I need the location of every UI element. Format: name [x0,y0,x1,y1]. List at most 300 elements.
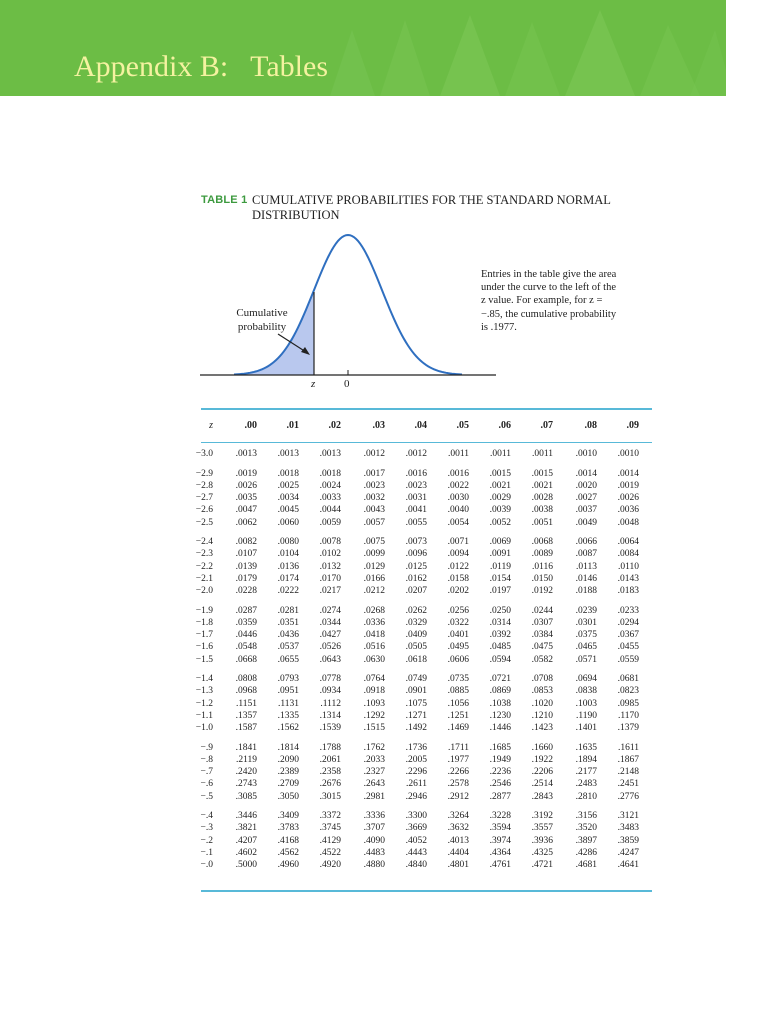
row-z-value: −2.2 [195,561,213,572]
probability-cell: .0048 [617,517,639,528]
probability-cell: .0015 [531,468,553,479]
probability-cell: .0516 [363,642,385,653]
probability-cell: .0047 [235,505,257,516]
table-caption: CUMULATIVE PROBABILITIES FOR THE STANDARD NORMAL DISTRIBUTION [252,193,611,222]
probability-cell: .0694 [575,674,597,685]
probability-cell: .1335 [277,710,299,721]
probability-cell: .0143 [617,573,639,584]
probability-cell: .0217 [319,586,341,596]
probability-cell: .0174 [277,573,299,584]
probability-cell: .0146 [575,573,597,584]
probability-cell: .4247 [617,847,639,858]
z-axis-label: z [311,378,316,390]
probability-cell: .0307 [531,617,553,628]
probability-cell: .0054 [447,517,469,528]
probability-cell: .3121 [617,811,639,822]
probability-cell: .0721 [489,674,511,685]
probability-cell: .0104 [277,549,299,560]
probability-cell: .1292 [363,710,385,721]
column-header: .08 [584,420,597,431]
probability-cell: .1075 [405,698,427,709]
probability-cell: .0281 [277,605,299,616]
probability-cell: .4920 [319,860,341,870]
probability-cell: .0122 [447,561,469,572]
probability-cell: .0262 [405,605,427,616]
probability-cell: .0162 [405,573,427,584]
probability-cell: .0823 [617,686,639,697]
probability-cell: .0060 [277,517,299,528]
probability-cell: .2611 [405,779,427,790]
probability-cell: .0885 [447,686,469,697]
probability-cell: .2676 [319,779,341,790]
probability-cell: .3783 [277,823,299,834]
row-z-value: −1.0 [195,723,213,733]
probability-cell: .1357 [235,710,257,721]
probability-cell: .0630 [363,654,385,665]
probability-cell: .1038 [489,698,511,709]
row-z-value: −1.8 [195,617,213,628]
row-z-value: −1.3 [195,686,213,697]
probability-cell: .1515 [363,723,385,733]
probability-cell: .0681 [617,674,639,685]
probability-cell: .0018 [277,468,299,479]
probability-cell: .0212 [363,586,385,596]
probability-cell: .0013 [235,449,257,459]
probability-cell: .0078 [319,537,341,548]
column-header: .06 [498,420,511,431]
probability-cell: .0015 [489,468,511,479]
probability-cell: .1190 [575,710,597,721]
probability-cell: .1020 [531,698,553,709]
column-header-z: z [209,420,213,431]
probability-cell: .4168 [277,835,299,846]
probability-cell: .2005 [405,754,427,765]
probability-cell: .2358 [319,767,341,778]
row-z-value: −2.7 [195,493,213,504]
column-header: .00 [244,420,257,431]
probability-cell: .0154 [489,573,511,584]
probability-cell: .2420 [235,767,257,778]
probability-cell: .0010 [617,449,639,459]
probability-cell: .0505 [405,642,427,653]
probability-cell: .0668 [235,654,257,665]
table-header-rule [201,442,652,443]
row-z-value: −2.5 [195,517,213,528]
probability-cell: .0026 [617,493,639,504]
probability-cell: .0351 [277,617,299,628]
probability-cell: .4129 [319,835,341,846]
probability-cell: .2877 [489,791,511,802]
probability-cell: .0250 [489,605,511,616]
probability-cell: .0013 [319,449,341,459]
probability-cell: .0113 [575,561,597,572]
probability-cell: .0049 [575,517,597,528]
probability-cell: .0256 [447,605,469,616]
probability-cell: .3446 [235,811,257,822]
probability-cell: .1251 [447,710,469,721]
probability-cell: .0066 [575,537,597,548]
normal-curve [234,235,462,374]
probability-cell: .0233 [617,605,639,616]
probability-cell: .0021 [531,480,553,491]
probability-cell: .0764 [363,674,385,685]
appendix-banner [0,0,726,96]
probability-cell: .4960 [277,860,299,870]
probability-cell: .4325 [531,847,553,858]
probability-cell: .2546 [489,779,511,790]
probability-cell: .0059 [319,517,341,528]
probability-cell: .0934 [319,686,341,697]
probability-cell: .0655 [277,654,299,665]
probability-cell: .3228 [489,811,511,822]
probability-cell: .0019 [617,480,639,491]
probability-cell: .2912 [447,791,469,802]
probability-cell: .4090 [363,835,385,846]
probability-cell: .0082 [235,537,257,548]
probability-cell: .0139 [235,561,257,572]
probability-cell: .0708 [531,674,553,685]
probability-cell: .0027 [575,493,597,504]
probability-cell: .0129 [363,561,385,572]
probability-cell: .1539 [319,723,341,733]
probability-cell: .0268 [363,605,385,616]
probability-cell: .0571 [575,654,597,665]
probability-cell: .4013 [447,835,469,846]
probability-cell: .0436 [277,630,299,641]
probability-cell: .1379 [617,723,639,733]
probability-cell: .0918 [363,686,385,697]
probability-cell: .0735 [447,674,469,685]
probability-cell: .0084 [617,549,639,560]
probability-cell: .4880 [363,860,385,870]
probability-cell: .0985 [617,698,639,709]
normal-curve-figure [200,228,500,403]
probability-cell: .1867 [617,754,639,765]
probability-cell: .0024 [319,480,341,491]
probability-cell: .0951 [277,686,299,697]
probability-cell: .0793 [277,674,299,685]
probability-cell: .3300 [405,811,427,822]
probability-cell: .1922 [531,754,553,765]
column-header: .05 [456,420,469,431]
probability-cell: .0384 [531,630,553,641]
probability-cell: .0016 [405,468,427,479]
probability-cell: .4483 [363,847,385,858]
probability-cell: .2206 [531,767,553,778]
probability-cell: .4761 [489,860,511,870]
row-z-value: −.0 [200,860,213,870]
probability-cell: .0183 [617,586,639,596]
row-z-value: −1.7 [195,630,213,641]
probability-cell: .1587 [235,723,257,733]
probability-cell: .3669 [405,823,427,834]
probability-cell: .4404 [447,847,469,858]
probability-cell: .0158 [447,573,469,584]
probability-cell: .0228 [235,586,257,596]
probability-cell: .0606 [447,654,469,665]
probability-cell: .4721 [531,860,553,870]
probability-cell: .0075 [363,537,385,548]
column-header: .09 [626,420,639,431]
probability-cell: .0071 [447,537,469,548]
probability-cell: .1788 [319,742,341,753]
probability-cell: .0016 [447,468,469,479]
probability-cell: .0014 [575,468,597,479]
probability-cell: .0322 [447,617,469,628]
probability-cell: .0096 [405,549,427,560]
table-explanation-note: Entries in the table give the area under the curve to the left of the z value. For example, for z = −.85, the cumulative probability is .1977. [481,269,617,333]
row-z-value: −2.6 [195,505,213,516]
probability-cell: .3745 [319,823,341,834]
cumulative-probability-label: Cumulative probability [236,307,288,333]
probability-cell: .1151 [235,698,257,709]
column-header: .04 [414,420,427,431]
probability-cell: .2451 [617,779,639,790]
probability-cell: .0017 [363,468,385,479]
probability-cell: .3050 [277,791,299,802]
probability-cell: .0023 [363,480,385,491]
probability-cell: .4801 [447,860,469,870]
probability-cell: .0052 [489,517,511,528]
probability-cell: .0068 [531,537,553,548]
row-z-value: −.9 [200,742,213,753]
probability-cell: .0073 [405,537,427,548]
probability-cell: .3264 [447,811,469,822]
probability-cell: .1685 [489,742,511,753]
probability-cell: .2061 [319,754,341,765]
probability-cell: .0485 [489,642,511,653]
row-z-value: −.4 [200,811,213,822]
probability-cell: .0051 [531,517,553,528]
probability-cell: .0080 [277,537,299,548]
probability-cell: .3156 [575,811,597,822]
probability-cell: .0012 [405,449,427,459]
probability-cell: .2643 [363,779,385,790]
probability-cell: .0013 [277,449,299,459]
probability-cell: .0559 [617,654,639,665]
row-z-value: −.1 [200,847,213,858]
probability-cell: .0749 [405,674,427,685]
probability-cell: .1562 [277,723,299,733]
probability-cell: .0029 [489,493,511,504]
row-z-value: −.7 [200,767,213,778]
probability-cell: .2709 [277,779,299,790]
probability-cell: .0021 [489,480,511,491]
probability-cell: .0367 [617,630,639,641]
probability-cell: .1469 [447,723,469,733]
probability-cell: .5000 [235,860,257,870]
probability-cell: .4443 [405,847,427,858]
probability-cell: .0057 [363,517,385,528]
row-z-value: −1.1 [195,710,213,721]
probability-cell: .2578 [447,779,469,790]
probability-cell: .1170 [617,710,639,721]
probability-cell: .0287 [235,605,257,616]
probability-cell: .1762 [363,742,385,753]
probability-cell: .0064 [617,537,639,548]
probability-cell: .0495 [447,642,469,653]
probability-cell: .0359 [235,617,257,628]
probability-cell: .0392 [489,630,511,641]
probability-cell: .0034 [277,493,299,504]
row-z-value: −.2 [200,835,213,846]
probability-cell: .0011 [531,449,553,459]
probability-cell: .0150 [531,573,553,584]
page-title: Appendix B: Tables [74,50,328,83]
probability-cell: .1056 [447,698,469,709]
probability-cell: .3632 [447,823,469,834]
probability-cell: .3859 [617,835,639,846]
probability-cell: .0427 [319,630,341,641]
probability-cell: .0301 [575,617,597,628]
probability-cell: .3015 [319,791,341,802]
probability-cell: .1894 [575,754,597,765]
probability-cell: .0010 [575,449,597,459]
probability-cell: .1271 [405,710,427,721]
probability-cell: .1977 [447,754,469,765]
probability-cell: .0014 [617,468,639,479]
probability-cell: .3936 [531,835,553,846]
probability-cell: .0025 [277,480,299,491]
probability-cell: .0294 [617,617,639,628]
probability-cell: .0446 [235,630,257,641]
probability-cell: .4052 [405,835,427,846]
column-header: .02 [328,420,341,431]
probability-cell: .1112 [320,698,341,709]
probability-cell: .2177 [575,767,597,778]
probability-cell: .0869 [489,686,511,697]
probability-cell: .2033 [363,754,385,765]
probability-cell: .4641 [617,860,639,870]
probability-cell: .3821 [235,823,257,834]
probability-cell: .4364 [489,847,511,858]
probability-cell: .0035 [235,493,257,504]
probability-cell: .1611 [617,742,639,753]
probability-cell: .3409 [277,811,299,822]
probability-cell: .0094 [447,549,469,560]
probability-cell: .0132 [319,561,341,572]
probability-cell: .0028 [531,493,553,504]
probability-cell: .2946 [405,791,427,802]
probability-cell: .0314 [489,617,511,628]
probability-cell: .0033 [319,493,341,504]
probability-cell: .0018 [319,468,341,479]
probability-cell: .0032 [363,493,385,504]
probability-cell: .0039 [489,505,511,516]
probability-cell: .0336 [363,617,385,628]
probability-cell: .0244 [531,605,553,616]
probability-cell: .4286 [575,847,597,858]
probability-cell: .0853 [531,686,553,697]
probability-cell: .0778 [319,674,341,685]
probability-cell: .0022 [447,480,469,491]
probability-cell: .0031 [405,493,427,504]
table-top-rule [201,408,652,410]
probability-cell: .0192 [531,586,553,596]
probability-cell: .0239 [575,605,597,616]
probability-cell: .0091 [489,549,511,560]
probability-cell: .0012 [363,449,385,459]
probability-cell: .0087 [575,549,597,560]
probability-cell: .1230 [489,710,511,721]
probability-cell: .0026 [235,480,257,491]
probability-cell: .0197 [489,586,511,596]
row-z-value: −2.0 [195,586,213,596]
probability-cell: .0274 [319,605,341,616]
probability-cell: .0030 [447,493,469,504]
probability-cell: .1660 [531,742,553,753]
row-z-value: −1.6 [195,642,213,653]
probability-cell: .0119 [489,561,511,572]
probability-cell: .0166 [363,573,385,584]
probability-cell: .3707 [363,823,385,834]
probability-cell: .1003 [575,698,597,709]
probability-cell: .2843 [531,791,553,802]
row-z-value: −2.4 [195,537,213,548]
probability-cell: .2119 [235,754,257,765]
probability-cell: .1423 [531,723,553,733]
table-bottom-rule [201,890,652,892]
probability-cell: .0207 [405,586,427,596]
row-z-value: −1.9 [195,605,213,616]
probability-cell: .0582 [531,654,553,665]
probability-cell: .0548 [235,642,257,653]
column-header: .07 [540,420,553,431]
probability-cell: .0116 [531,561,553,572]
probability-cell: .0044 [319,505,341,516]
probability-cell: .1711 [447,742,469,753]
probability-cell: .3557 [531,823,553,834]
probability-cell: .0838 [575,686,597,697]
row-z-value: −1.4 [195,674,213,685]
probability-cell: .0475 [531,642,553,653]
probability-cell: .0110 [617,561,639,572]
probability-cell: .0089 [531,549,553,560]
probability-cell: .4562 [277,847,299,858]
probability-cell: .0011 [489,449,511,459]
probability-cell: .2236 [489,767,511,778]
zero-axis-label: 0 [344,378,350,390]
probability-cell: .0526 [319,642,341,653]
row-z-value: −2.9 [195,468,213,479]
probability-cell: .0344 [319,617,341,628]
probability-cell: .0808 [235,674,257,685]
probability-cell: .2776 [617,791,639,802]
probability-cell: .0038 [531,505,553,516]
probability-cell: .3974 [489,835,511,846]
probability-cell: .2090 [277,754,299,765]
probability-cell: .0062 [235,517,257,528]
column-header: .01 [286,420,299,431]
probability-cell: .0618 [405,654,427,665]
probability-cell: .4681 [575,860,597,870]
probability-cell: .3594 [489,823,511,834]
probability-cell: .2296 [405,767,427,778]
column-header: .03 [372,420,385,431]
probability-cell: .0418 [363,630,385,641]
probability-cell: .0329 [405,617,427,628]
probability-cell: .4522 [319,847,341,858]
probability-cell: .2514 [531,779,553,790]
probability-cell: .0179 [235,573,257,584]
probability-cell: .1401 [575,723,597,733]
probability-cell: .0023 [405,480,427,491]
probability-cell: .2810 [575,791,597,802]
row-z-value: −2.1 [195,573,213,584]
probability-cell: .2389 [277,767,299,778]
probability-cell: .0036 [617,505,639,516]
probability-cell: .0069 [489,537,511,548]
